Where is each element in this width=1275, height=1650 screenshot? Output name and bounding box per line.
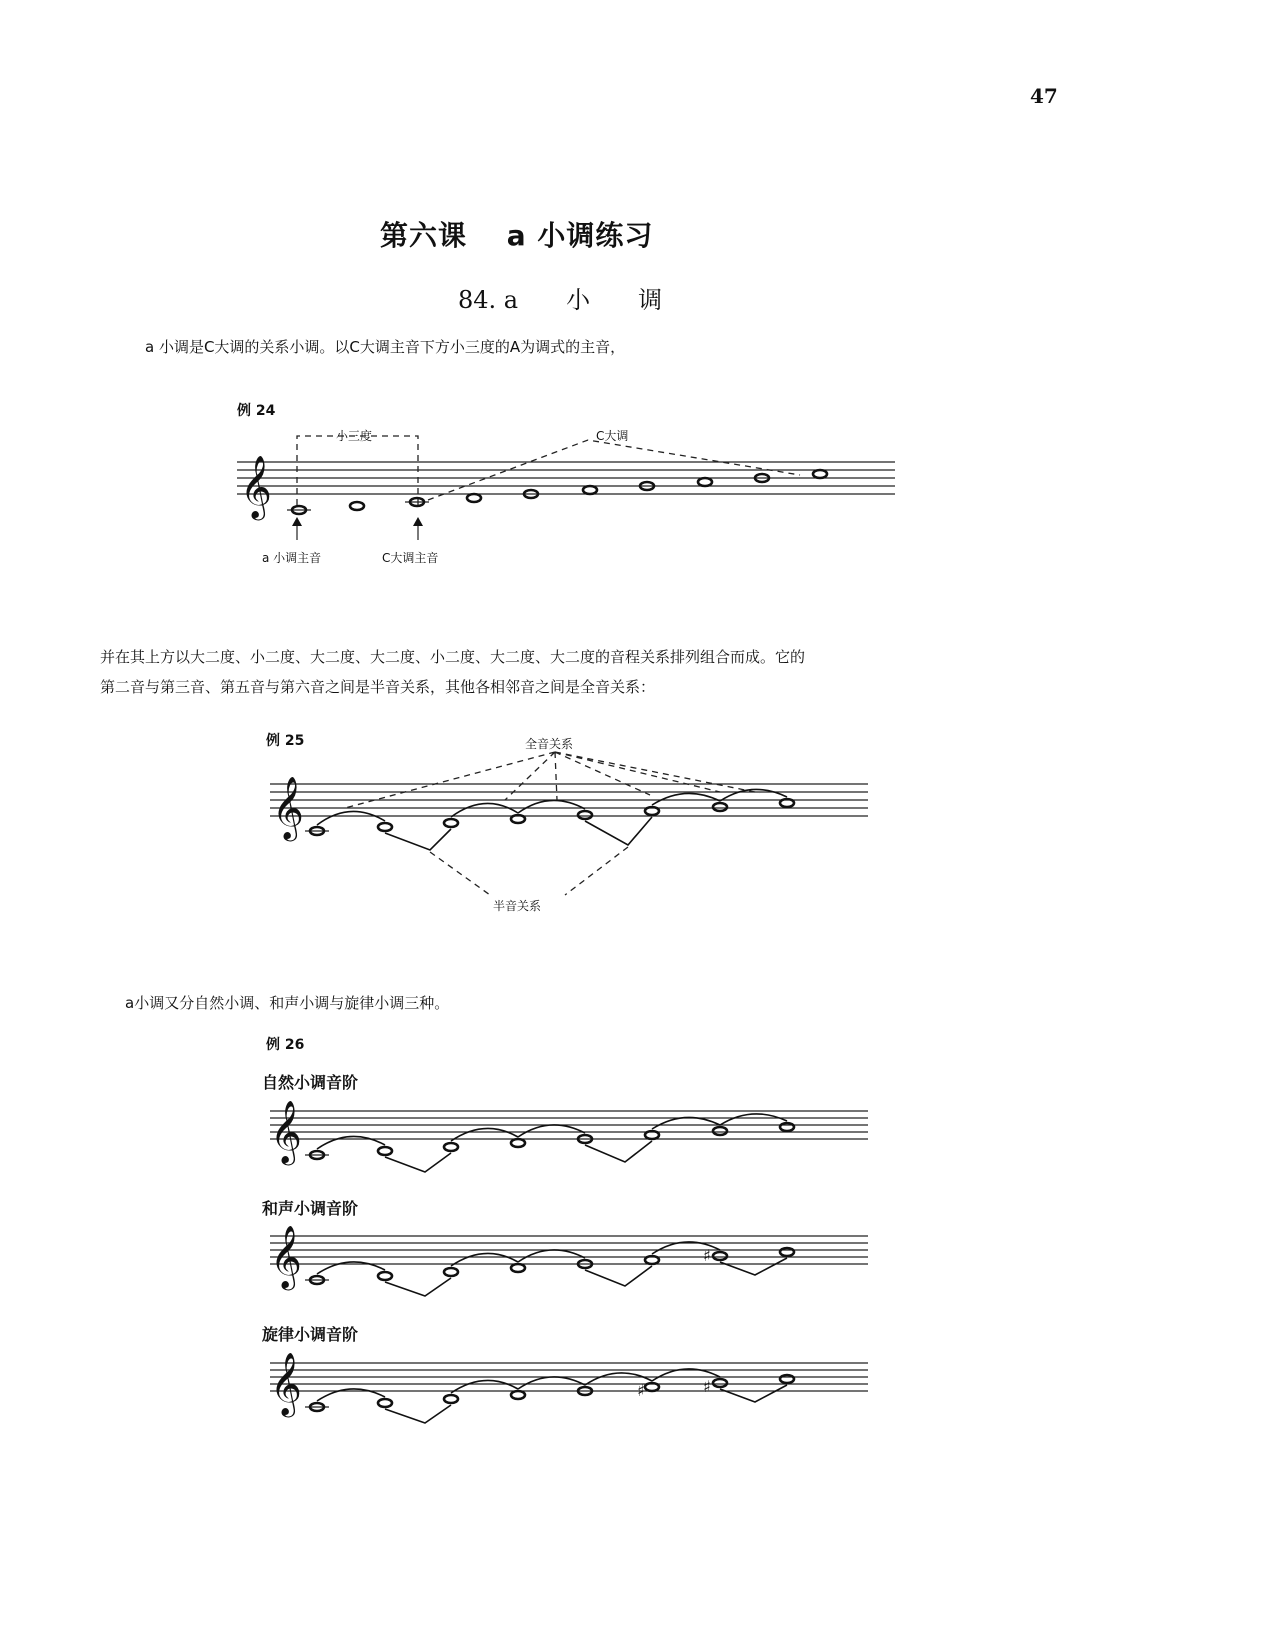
example-25-label: 例 25 [266,733,305,749]
melodic-minor-staff-lines [270,1363,868,1391]
treble-clef-icon: 𝄞 [270,1352,302,1415]
example-26-label: 例 26 [266,1037,305,1053]
note-f4 [583,486,597,494]
semitone-dashes [430,847,628,895]
example-24-notes [287,470,827,514]
natural-minor-label: 自然小调音阶 [262,1073,359,1092]
note-b3 [350,502,364,510]
note-c5 [813,470,827,478]
paragraph-intervals-line-2: 第二音与第三音、第五音与第六音之间是半音关系，其他各相邻音之间是全音关系： [100,678,656,696]
minor-third-label: 小三度 [336,429,373,443]
sharp-icon: ♯ [703,1377,711,1396]
whole-tone-label: 全音关系 [525,737,574,751]
treble-clef-icon: 𝄞 [270,1225,302,1288]
paragraph-relative-minor: a 小调是C大调的关系小调。以C大调主音下方小三度的A为调式的主音， [145,338,626,356]
semitone-label: 半音关系 [493,899,542,913]
example-24-label: 例 24 [237,403,276,419]
treble-clef-icon: 𝄞 [240,455,272,518]
natural-minor-staff-lines [270,1111,868,1139]
whole-tone-slurs [317,789,787,825]
staff-lines [237,462,895,494]
lesson-title: 第六课 a 小调练习 [380,219,654,252]
note-d4 [467,494,481,502]
treble-clef-icon: 𝄞 [272,776,304,839]
natural-minor-semitone-brackets [385,1141,652,1172]
c-major-tonic-label: C大调主音 [382,551,439,565]
page-number: 47 [1030,84,1058,108]
harmonic-minor-label: 和声小调音阶 [262,1199,359,1218]
c-major-label: C大调 [596,429,629,443]
harmonic-minor-staff-lines [270,1236,868,1264]
sharp-icon: ♯ [703,1246,711,1265]
note-a4 [698,478,712,486]
melodic-minor-label: 旋律小调音阶 [262,1325,359,1344]
melodic-minor-notes [305,1375,794,1411]
sharp-icon: ♯ [637,1381,645,1400]
harmonic-minor-notes [305,1246,794,1284]
paragraph-three-types: a小调又分自然小调、和声小调与旋律小调三种。 [125,994,450,1012]
paragraph-intervals-line-1: 并在其上方以大二度、小二度、大二度、大二度、小二度、大二度、大二度的音程关系排列组合而成。它的 [100,648,806,666]
section-title: 84. a 小 调 [458,286,663,314]
a-minor-tonic-label: a 小调主音 [262,551,322,565]
treble-clef-icon: 𝄞 [270,1100,302,1163]
